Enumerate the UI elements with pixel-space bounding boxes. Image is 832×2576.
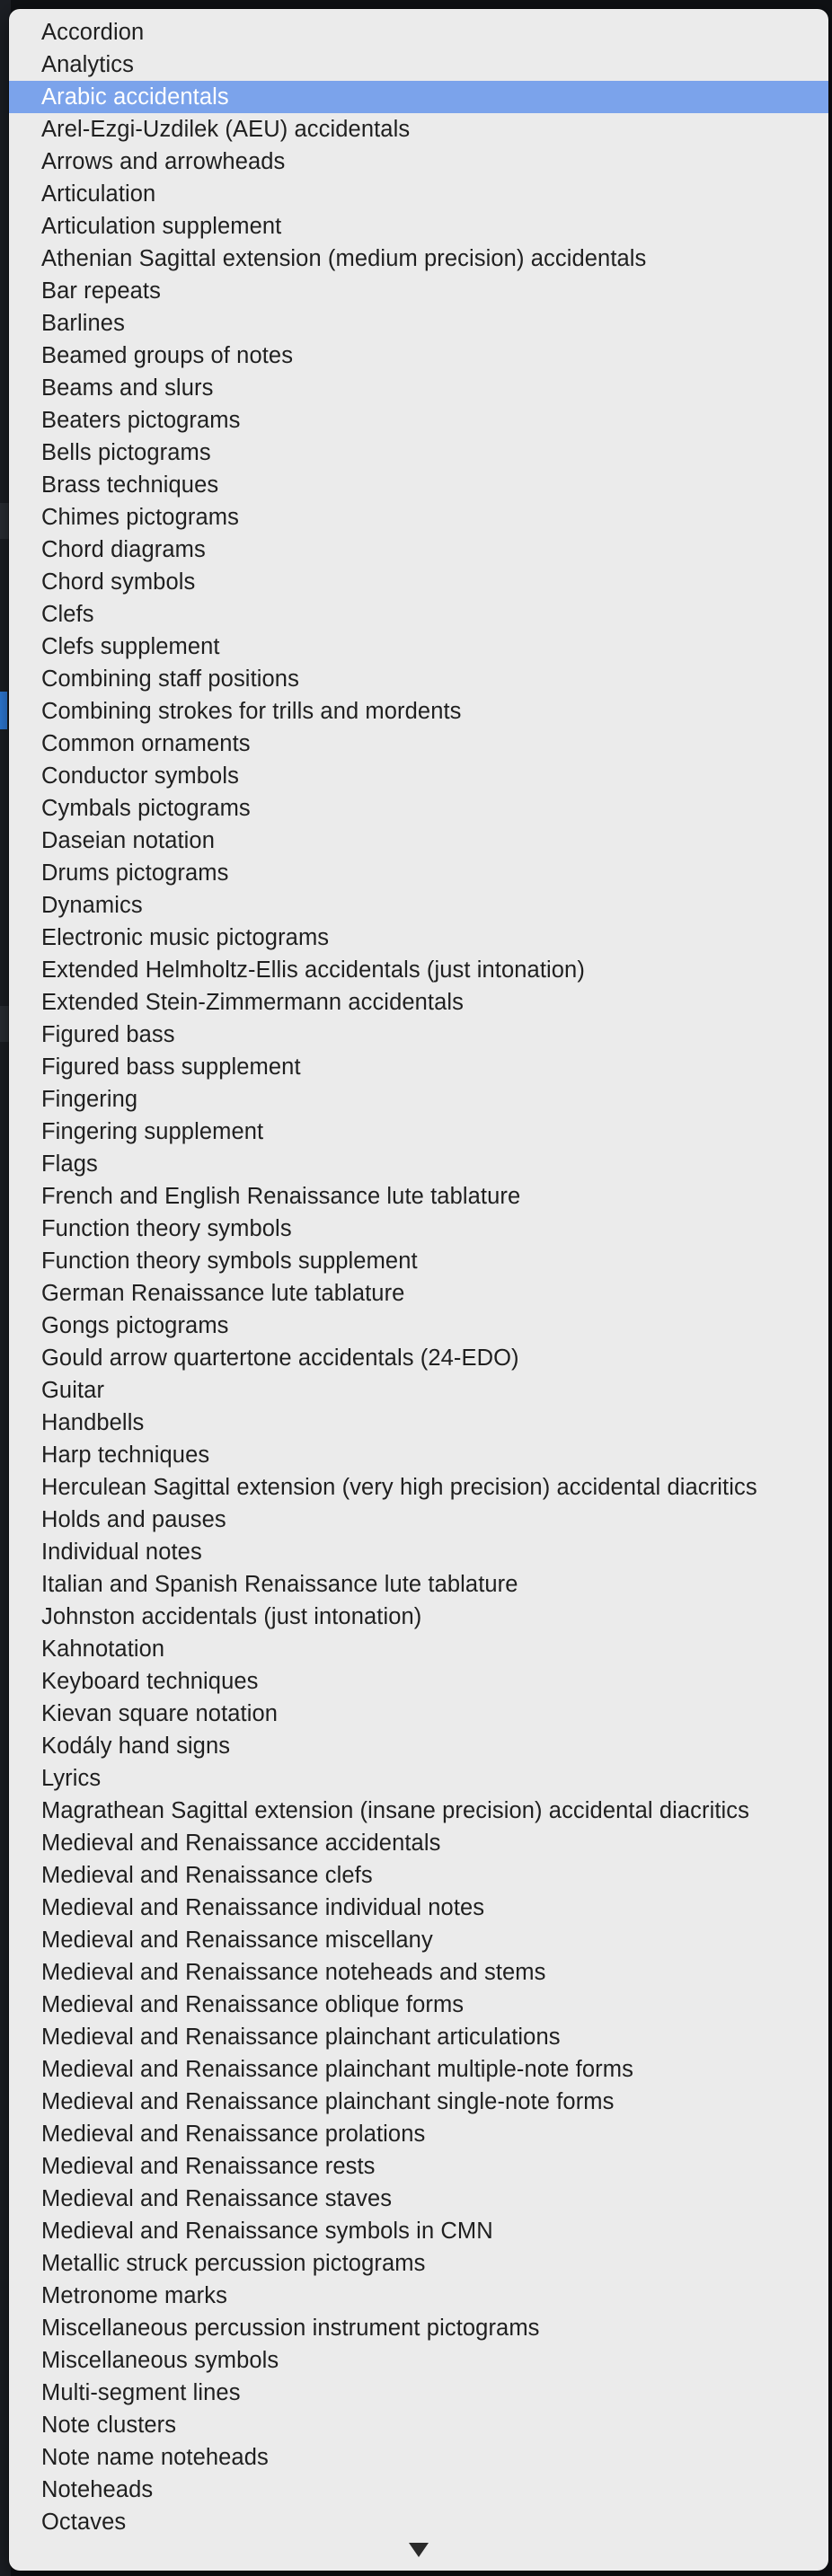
menu-item[interactable]: Fingering (41, 1087, 138, 1112)
menu-item[interactable]: Kahnotation (41, 1636, 165, 1662)
menu-item[interactable]: Herculean Sagittal extension (very high precision) accidental diacritics (41, 1475, 757, 1500)
menu-item[interactable]: Metronome marks (41, 2283, 227, 2308)
menu-item[interactable]: Chord symbols (41, 569, 196, 595)
menu-item[interactable]: Medieval and Renaissance rests (41, 2154, 376, 2179)
menu-item[interactable]: Octaves (41, 2510, 127, 2535)
menu-item[interactable]: Drums pictograms (41, 860, 229, 886)
menu-item[interactable]: Clefs (41, 602, 94, 627)
menu-item[interactable]: Beaters pictograms (41, 408, 241, 433)
menu-item[interactable]: Analytics (41, 52, 134, 77)
menu-item[interactable]: Dynamics (41, 893, 143, 918)
menu-item[interactable]: Medieval and Renaissance noteheads and stems (41, 1960, 546, 1985)
menu-item[interactable]: Common ornaments (41, 731, 251, 756)
menu-item[interactable]: Kodály hand signs (41, 1734, 231, 1759)
menu-item[interactable]: Bells pictograms (41, 440, 211, 465)
menu-item[interactable]: Figured bass supplement (41, 1054, 301, 1080)
menu-item[interactable]: Electronic music pictograms (41, 925, 330, 950)
menu-item[interactable]: Note name noteheads (41, 2445, 269, 2470)
menu-item[interactable]: Accordion (41, 20, 145, 45)
menu-item[interactable]: Extended Helmholtz-Ellis accidentals (just intonation) (41, 957, 585, 983)
menu-item[interactable]: Holds and pauses (41, 1507, 226, 1532)
menu-item[interactable]: Metallic struck percussion pictograms (41, 2251, 426, 2276)
menu-item[interactable]: Medieval and Renaissance clefs (41, 1863, 373, 1888)
menu-item[interactable]: Chimes pictograms (41, 505, 239, 530)
menu-item[interactable]: Conductor symbols (41, 763, 239, 789)
menu-item[interactable]: Gongs pictograms (41, 1313, 229, 1338)
menu-item[interactable]: Bar repeats (41, 278, 161, 304)
menu-item[interactable]: Medieval and Renaissance accidentals (41, 1831, 441, 1856)
menu-item[interactable]: Note clusters (41, 2413, 177, 2438)
menu-item[interactable]: Arrows and arrowheads (41, 149, 286, 174)
menu-item[interactable]: Articulation (41, 181, 156, 207)
menu-item[interactable]: Medieval and Renaissance symbols in CMN (41, 2219, 493, 2244)
menu-item[interactable]: Barlines (41, 311, 125, 336)
menu-item[interactable]: German Renaissance lute tablature (41, 1281, 405, 1306)
menu-item[interactable]: Handbells (41, 1410, 145, 1435)
menu-item[interactable]: Function theory symbols supplement (41, 1248, 418, 1274)
menu-item[interactable]: Medieval and Renaissance individual notes (41, 1895, 485, 1920)
triangle-down-icon (409, 2543, 429, 2557)
menu-item[interactable]: Medieval and Renaissance plainchant articulations (41, 2025, 561, 2050)
menu-item[interactable]: Gould arrow quartertone accidentals (24-EDO) (41, 1345, 519, 1371)
menu-item[interactable]: Combining staff positions (41, 666, 299, 692)
menu-item[interactable]: Harp techniques (41, 1442, 210, 1468)
menu-item[interactable]: Beams and slurs (41, 375, 214, 401)
menu-item[interactable]: Individual notes (41, 1539, 202, 1565)
menu-item[interactable]: Magrathean Sagittal extension (insane precision) accidental diacritics (41, 1798, 749, 1823)
menu-item[interactable]: Multi-segment lines (41, 2380, 241, 2405)
menu-item[interactable]: Medieval and Renaissance plainchant single-note forms (41, 2089, 615, 2114)
menu-item[interactable]: Cymbals pictograms (41, 796, 251, 821)
menu-item[interactable]: Lyrics (41, 1766, 102, 1791)
menu-item[interactable]: Arabic accidentals (9, 81, 828, 113)
menu-item[interactable]: Keyboard techniques (41, 1669, 259, 1694)
menu-item[interactable]: Daseian notation (41, 828, 215, 853)
menu-item[interactable]: Johnston accidentals (just intonation) (41, 1604, 422, 1629)
menu-item[interactable]: Noteheads (41, 2477, 154, 2502)
menu-item[interactable]: Medieval and Renaissance oblique forms (41, 1992, 465, 2017)
menu-item[interactable]: Medieval and Renaissance miscellany (41, 1928, 433, 1953)
menu-item[interactable]: Guitar (41, 1378, 105, 1403)
menu-item[interactable]: Arel-Ezgi-Uzdilek (AEU) accidentals (41, 117, 411, 142)
menu-item[interactable]: Clefs supplement (41, 634, 220, 659)
menu-item[interactable]: Articulation supplement (41, 214, 282, 239)
menu-item[interactable]: Medieval and Renaissance plainchant multiple-note forms (41, 2057, 633, 2082)
scroll-down-indicator[interactable] (9, 2535, 828, 2571)
menu-item[interactable]: Kievan square notation (41, 1701, 279, 1726)
menu-item[interactable]: Function theory symbols (41, 1216, 292, 1241)
menu-item[interactable]: Brass techniques (41, 472, 219, 498)
menu-item[interactable]: Combining strokes for trills and mordents (41, 699, 462, 724)
menu-item[interactable]: French and English Renaissance lute tablature (41, 1184, 521, 1209)
background-window-accent (0, 692, 7, 729)
menu-item[interactable]: Medieval and Renaissance prolations (41, 2122, 426, 2147)
category-menu-list (9, 9, 828, 2538)
menu-item[interactable]: Figured bass (41, 1022, 175, 1047)
menu-item[interactable]: Extended Stein-Zimmermann accidentals (41, 990, 464, 1015)
menu-item[interactable]: Medieval and Renaissance staves (41, 2186, 393, 2211)
menu-item[interactable]: Miscellaneous symbols (41, 2348, 279, 2373)
menu-item[interactable]: Italian and Spanish Renaissance lute tablature (41, 1572, 518, 1597)
menu-item[interactable]: Flags (41, 1151, 98, 1177)
menu-item[interactable]: Athenian Sagittal extension (medium precision) accidentals (41, 246, 647, 271)
category-dropdown-menu[interactable] (9, 9, 828, 2571)
menu-item[interactable]: Miscellaneous percussion instrument pictograms (41, 2316, 540, 2341)
menu-item[interactable]: Fingering supplement (41, 1119, 264, 1144)
menu-item[interactable]: Beamed groups of notes (41, 343, 294, 368)
menu-item[interactable]: Chord diagrams (41, 537, 206, 562)
